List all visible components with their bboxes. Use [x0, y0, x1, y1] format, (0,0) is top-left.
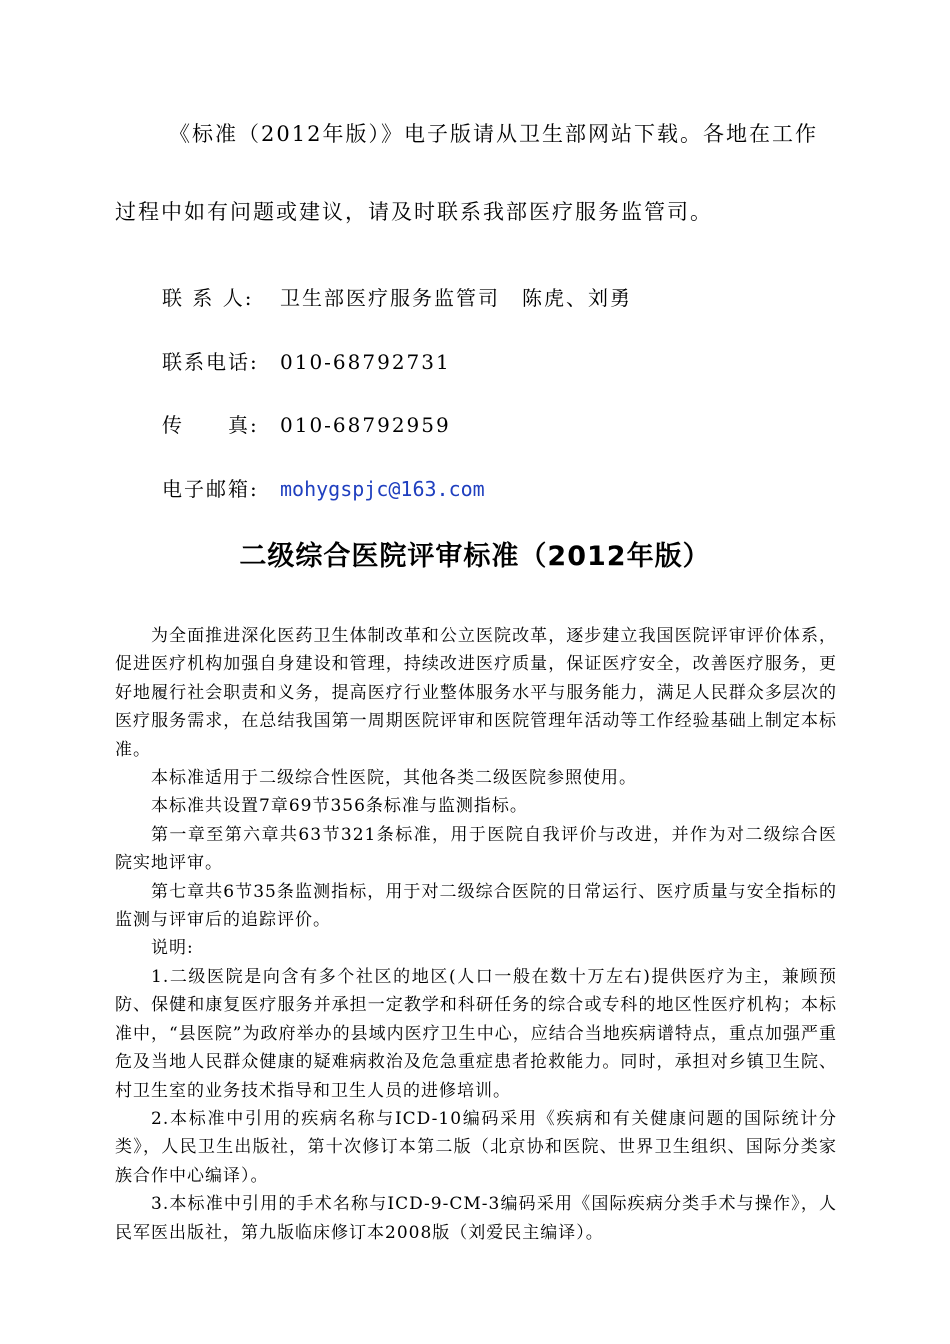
body-paragraph: 说明: — [151, 938, 194, 959]
contact-phone-label: 联系电话: — [162, 350, 259, 374]
contact-email-row — [162, 473, 485, 502]
body-paragraph: 为全面推进深化医药卫生体制改革和公立医院改革，逐步建立我国医院评审评价体系，促进医疗机构加强自身建设和管理，持续改进医疗质量，保证医疗安全，改善医疗服务，更好地履行社会职责和义务，提高医疗行业整体服务水平与服务能力，满足人民群众多层次的医疗服务需求，在总结我国第一周期医院评审和医院管理年活动等工作经验基础上制定本标准。 — [115, 626, 837, 760]
contact-email-link[interactable]: mohygspjc@163.com — [280, 477, 485, 501]
contact-person-value: 卫生部医疗服务监管司 陈虎、刘勇 — [280, 286, 632, 310]
contact-email-label: 电子邮箱: — [162, 477, 259, 501]
body-paragraph: 本标准适用于二级综合性医院，其他各类二级医院参照使用。 — [151, 768, 637, 789]
body-paragraph: 本标准共设置7章69节356条标准与监测指标。 — [151, 796, 528, 817]
body-paragraph: 第一章至第六章共63节321条标准，用于医院自我评价与改进，并作为对二级综合医院实地评审。 — [115, 824, 837, 874]
contact-phone-value: 010-68792731 — [280, 350, 451, 374]
body-paragraph: 3.本标准中引用的手术名称与ICD-9-CM-3编码采用《国际疾病分类手术与操作》，人民军医出版社，第九版临床修订本2008版（刘爱民主编译）。 — [115, 1194, 837, 1243]
intro-line-2: 过程中如有问题或建议，请及时联系我部医疗服务监管司。 — [115, 200, 713, 224]
contact-person-row — [162, 282, 632, 311]
body-paragraph: 第七章共6节35条监测指标，用于对二级综合医院的日常运行、医疗质量与安全指标的监测与评审后的追踪评价。 — [115, 881, 837, 931]
contact-person-label: 联 系 人: — [162, 286, 254, 310]
contact-fax-value: 010-68792959 — [280, 413, 451, 437]
body-paragraph: 2.本标准中引用的疾病名称与ICD-10编码采用《疾病和有关健康问题的国际统计分类》，人民卫生出版社，第十次修订本第二版（北京协和医院、世界卫生组织、国际分类家族合作中心编译）。 — [115, 1108, 837, 1186]
contact-fax-row — [162, 409, 451, 438]
document-body — [115, 622, 837, 1247]
contact-fax-label: 传 真: — [162, 413, 259, 437]
contact-phone-row — [162, 346, 451, 375]
body-paragraph: 1.二级医院是向含有多个社区的地区(人口一般在数十万左右)提供医疗为主，兼顾预防、保健和康复医疗服务并承担一定教学和科研任务的综合或专科的地区性医疗机构；本标准中，“县医院”为政府举办的县域内医疗卫生中心，应结合当地疾病谱特点，重点加强严重危及当地人民群众健康的疑难病救治及危急重症患者抢救能力。同时，承担对乡镇卫生院、村卫生室的业务技术指导和卫生人员的进修培训。 — [115, 966, 837, 1101]
intro-line-1: 《标准（2012年版）》电子版请从卫生部网站下载。各地在工作 — [169, 122, 818, 146]
document-title: 二级综合医院评审标准（2012年版） — [239, 541, 711, 572]
